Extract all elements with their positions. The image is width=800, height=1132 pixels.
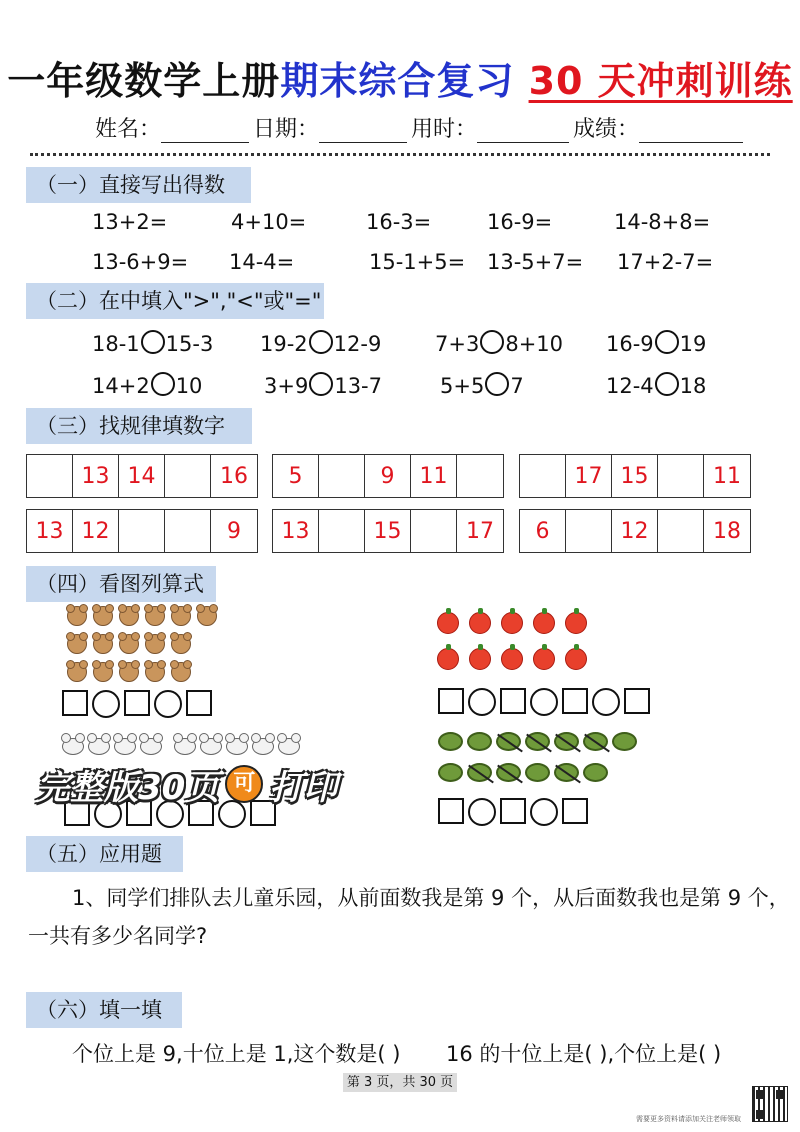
pattern-cell[interactable] [457, 455, 503, 497]
page-title [0, 50, 800, 105]
calc-item: 16-3= [366, 210, 432, 234]
mouse-icon [278, 738, 300, 755]
apple-icon [469, 612, 491, 634]
compare-item [440, 372, 524, 398]
pattern-sequence-3 [519, 454, 751, 498]
apple-icon [565, 648, 587, 670]
student-info-line [95, 112, 747, 143]
section-4-heading: （四）看图列算式 [26, 566, 216, 602]
compare-right: 8+10 [505, 332, 564, 356]
pattern-sequence-1 [26, 454, 258, 498]
mouse-icon [62, 738, 84, 755]
pattern-sequence-6 [519, 509, 751, 553]
apple-icon [565, 612, 587, 634]
mouse-icon [88, 738, 110, 755]
answer-circle[interactable] [655, 330, 679, 354]
turtle-row [436, 732, 639, 755]
bear-icon [67, 606, 87, 626]
dotted-divider [30, 153, 770, 156]
apple-icon [437, 612, 459, 634]
bear-icon [145, 662, 165, 682]
compare-item [92, 372, 202, 398]
fill-question-1: 个位上是 9,十位上是 1,这个数是( ) [72, 1042, 401, 1066]
answer-square[interactable] [562, 688, 588, 714]
pattern-cell[interactable]: 6 [520, 510, 566, 552]
pattern-cell[interactable] [658, 510, 704, 552]
pattern-cell[interactable]: 13 [27, 510, 73, 552]
mouse-icon [252, 738, 274, 755]
mice-group-2 [172, 738, 302, 759]
score-blank[interactable] [639, 120, 743, 143]
section-2-heading: （二）在中填入">","<"或"=" [26, 283, 324, 319]
apple-row [432, 648, 592, 674]
apple-icon [501, 612, 523, 634]
apple-row [432, 612, 592, 638]
bear-icon [67, 634, 87, 654]
bear-icon [119, 634, 139, 654]
crossed-turtle-icon [583, 732, 608, 751]
mice-group-1 [60, 738, 164, 759]
pattern-cell[interactable]: 11 [713, 463, 741, 489]
turtle-row [436, 763, 639, 786]
bear-icon [171, 634, 191, 654]
pattern-cell[interactable]: 18 [713, 518, 741, 544]
compare-item [606, 372, 706, 398]
equation-boxes-apples [438, 688, 650, 716]
mouse-icon [174, 738, 196, 755]
compare-right: 19 [679, 332, 707, 356]
calc-item: 4+10= [231, 210, 307, 234]
answer-square[interactable] [500, 798, 526, 824]
pattern-cell[interactable]: 16 [220, 463, 248, 489]
time-blank[interactable] [477, 120, 569, 143]
answer-square[interactable] [438, 798, 464, 824]
stamp-text-2: 打印 [269, 767, 338, 808]
page-footer [0, 1071, 800, 1090]
name-blank[interactable] [161, 120, 249, 143]
answer-circle[interactable] [309, 330, 333, 354]
compare-right: 12-9 [333, 332, 382, 356]
answer-circle[interactable] [530, 688, 558, 716]
bear-icon [119, 606, 139, 626]
section-1-heading: （一）直接写出得数 [26, 167, 251, 203]
title-part-1: 一年级数学上册 [7, 59, 281, 103]
apple-icon [501, 648, 523, 670]
answer-circle[interactable] [154, 690, 182, 718]
mouse-icon [200, 738, 222, 755]
mouse-icon [226, 738, 248, 755]
apples-picture [432, 612, 592, 674]
title-part-2: 期末综合复习 [280, 59, 515, 103]
apple-icon [469, 648, 491, 670]
bear-icon [145, 634, 165, 654]
turtles-picture [436, 732, 639, 786]
word-problem-line-2: 一共有多少名同学? [28, 924, 208, 948]
turtle-icon [612, 732, 637, 751]
bear-row [64, 660, 224, 688]
apple-icon [533, 612, 555, 634]
compare-right: 13-7 [334, 374, 382, 398]
name-label: 姓名： [95, 117, 162, 142]
pattern-cell[interactable] [566, 510, 612, 552]
calc-item: 14-4= [229, 250, 295, 274]
compare-item [92, 330, 213, 356]
compare-right: 10 [175, 374, 203, 398]
fill-question-2: 16 的十位上是( ),个位上是( ) [446, 1042, 722, 1066]
crossed-turtle-icon [496, 763, 521, 782]
answer-square[interactable] [500, 688, 526, 714]
pattern-cell[interactable] [319, 455, 365, 497]
stamp-badge: 可 [225, 765, 263, 803]
mouse-icon [140, 738, 162, 755]
compare-item [435, 330, 563, 356]
turtle-icon [438, 763, 463, 782]
pattern-cell[interactable]: 5 [273, 455, 319, 497]
answer-square[interactable] [186, 690, 212, 716]
stamp-text-1: 完整版30页 [36, 767, 220, 808]
compare-item [260, 330, 381, 356]
compare-left: 18-1 [92, 332, 140, 356]
calc-item: 15-1+5= [369, 250, 466, 274]
page-number: 第 3 页，共 30 页 [343, 1073, 457, 1092]
pattern-cell[interactable] [319, 510, 365, 552]
answer-circle[interactable] [151, 372, 175, 396]
crossed-turtle-icon [467, 763, 492, 782]
bears-picture [64, 604, 224, 688]
pattern-cell[interactable]: 9 [227, 518, 241, 544]
bear-row [64, 604, 224, 632]
answer-circle[interactable] [485, 372, 509, 396]
pattern-cell[interactable] [165, 510, 211, 552]
compare-item [606, 330, 706, 356]
score-label: 成绩： [573, 117, 640, 142]
answer-square[interactable] [438, 688, 464, 714]
turtle-icon [525, 763, 550, 782]
calc-item: 17+2-7= [617, 250, 714, 274]
compare-right: 18 [679, 374, 707, 398]
bear-icon [171, 606, 191, 626]
bear-icon [171, 662, 191, 682]
bear-icon [197, 606, 217, 626]
crossed-turtle-icon [554, 763, 579, 782]
compare-left: 7+3 [435, 332, 480, 356]
pattern-cell[interactable] [27, 455, 73, 497]
pattern-cell[interactable] [165, 455, 211, 497]
pattern-cell[interactable] [119, 510, 165, 552]
crossed-turtle-icon [554, 732, 579, 751]
print-promo-stamp [36, 762, 337, 806]
qr-code-icon [752, 1086, 788, 1122]
answer-circle[interactable] [309, 372, 333, 396]
calc-item: 13-5+7= [487, 250, 584, 274]
compare-left: 19-2 [260, 332, 308, 356]
pattern-cell[interactable]: 17 [466, 518, 494, 544]
answer-square[interactable] [62, 690, 88, 716]
answer-circle[interactable] [141, 330, 165, 354]
date-label: 日期： [253, 117, 320, 142]
answer-circle[interactable] [655, 372, 679, 396]
pattern-cell[interactable]: 15 [365, 510, 411, 552]
turtle-icon [467, 732, 492, 751]
section-6-heading: （六）填一填 [26, 992, 182, 1028]
section-3-heading: （三）找规律填数字 [26, 408, 252, 444]
bear-icon [93, 662, 113, 682]
answer-circle[interactable] [592, 688, 620, 716]
calc-item: 13+2= [92, 210, 168, 234]
pattern-cell[interactable] [411, 510, 457, 552]
answer-circle[interactable] [468, 798, 496, 826]
pattern-sequence-5 [272, 509, 504, 553]
compare-right: 7 [510, 374, 524, 398]
word-problem-line-1: 1、同学们排队去儿童乐园，从前面数我是第 9 个，从后面数我也是第 9 个， [72, 886, 790, 910]
pattern-cell[interactable]: 13 [273, 510, 319, 552]
answer-circle[interactable] [530, 798, 558, 826]
bear-icon [119, 662, 139, 682]
pattern-cell[interactable]: 12 [612, 510, 658, 552]
compare-left: 14+2 [92, 374, 150, 398]
answer-circle[interactable] [468, 688, 496, 716]
time-label: 用时： [411, 117, 478, 142]
answer-circle[interactable] [480, 330, 504, 354]
pattern-cell[interactable]: 12 [73, 510, 119, 552]
mouse-icon [114, 738, 136, 755]
compare-left: 12-4 [606, 374, 654, 398]
compare-left: 16-9 [606, 332, 654, 356]
apple-icon [533, 648, 555, 670]
pattern-cell[interactable]: 14 [119, 455, 165, 497]
pattern-cell[interactable]: 17 [566, 455, 612, 497]
section-5-heading: （五）应用题 [26, 836, 183, 872]
bear-row [64, 632, 224, 660]
title-part-3: 30 天冲刺训练 [528, 59, 793, 103]
apple-icon [437, 648, 459, 670]
answer-circle[interactable] [92, 690, 120, 718]
answer-square[interactable] [562, 798, 588, 824]
calc-item: 13-6+9= [92, 250, 189, 274]
compare-item [264, 372, 382, 398]
pattern-cell[interactable]: 15 [612, 455, 658, 497]
pattern-cell[interactable] [658, 455, 704, 497]
pattern-cell[interactable]: 11 [411, 455, 457, 497]
compare-left: 3+9 [264, 374, 309, 398]
compare-left: 5+5 [440, 374, 485, 398]
pattern-cell[interactable]: 9 [365, 455, 411, 497]
turtle-icon [438, 732, 463, 751]
turtle-icon [583, 763, 608, 782]
qr-note: 需要更多资料请添加关注老师领取 [636, 1115, 741, 1123]
calc-item: 16-9= [487, 210, 553, 234]
date-blank[interactable] [319, 120, 407, 143]
answer-square[interactable] [624, 688, 650, 714]
equation-boxes-turtles [438, 798, 588, 826]
pattern-sequence-2 [272, 454, 504, 498]
crossed-turtle-icon [525, 732, 550, 751]
bear-icon [145, 606, 165, 626]
crossed-turtle-icon [496, 732, 521, 751]
calc-item: 14-8+8= [614, 210, 711, 234]
bear-icon [67, 662, 87, 682]
pattern-cell[interactable]: 13 [73, 455, 119, 497]
bear-icon [93, 606, 113, 626]
pattern-sequence-4 [26, 509, 258, 553]
pattern-cell[interactable] [520, 455, 566, 497]
equation-boxes-bears [62, 690, 212, 718]
compare-right: 15-3 [165, 332, 214, 356]
bear-icon [93, 634, 113, 654]
answer-square[interactable] [124, 690, 150, 716]
